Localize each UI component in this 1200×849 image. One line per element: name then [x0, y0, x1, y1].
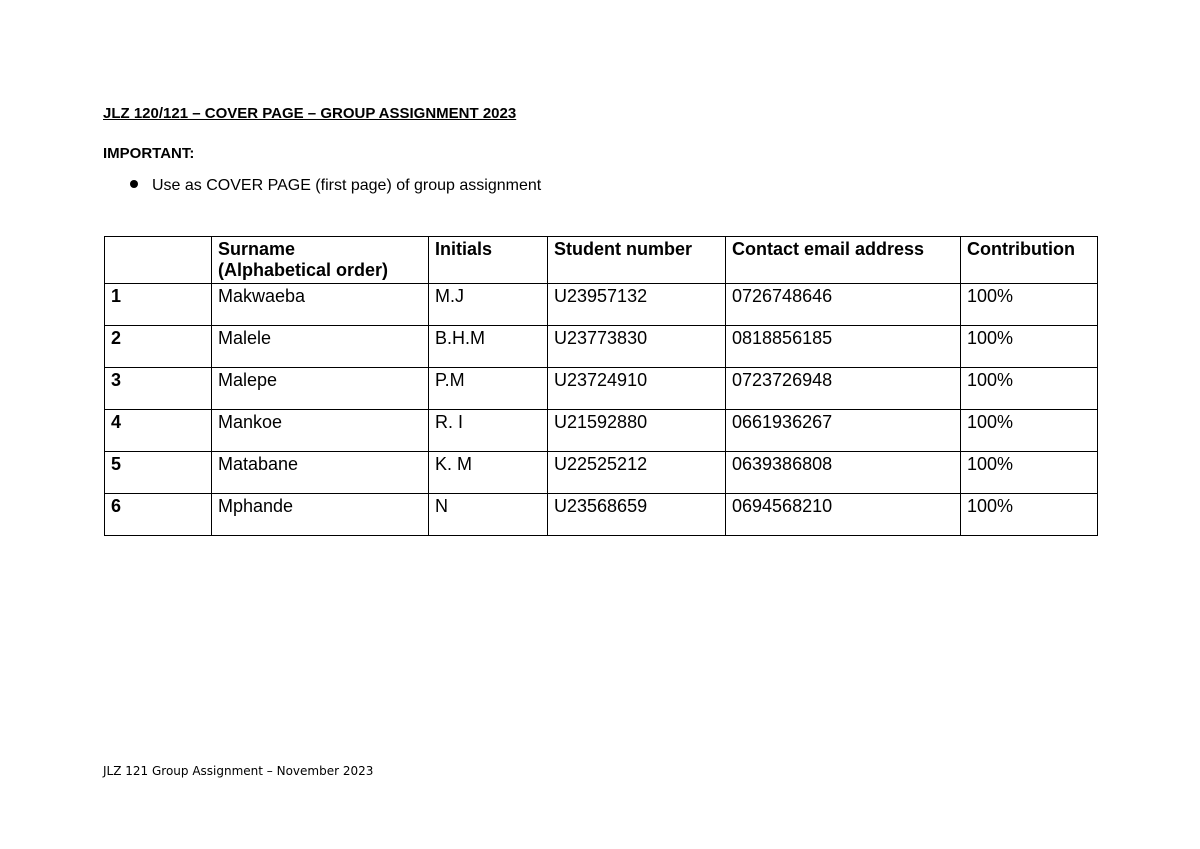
- table-row: [105, 284, 1098, 326]
- row-surname: Malepe: [212, 368, 429, 410]
- group-members-table: [104, 236, 1098, 536]
- row-number: 5: [105, 452, 212, 494]
- row-surname: Mankoe: [212, 410, 429, 452]
- header-surname-sublabel: (Alphabetical order): [218, 260, 389, 280]
- row-contribution: 100%: [961, 452, 1098, 494]
- header-student-number: Student number: [548, 237, 726, 284]
- row-surname: Malele: [212, 326, 429, 368]
- row-email: 0726748646: [726, 284, 961, 326]
- row-initials: R. I: [429, 410, 548, 452]
- row-contribution: 100%: [961, 494, 1098, 536]
- table-row: [105, 326, 1098, 368]
- row-number: 6: [105, 494, 212, 536]
- row-email: 0818856185: [726, 326, 961, 368]
- row-contribution: 100%: [961, 326, 1098, 368]
- row-email: 0723726948: [726, 368, 961, 410]
- row-initials: P.M: [429, 368, 548, 410]
- row-number: 3: [105, 368, 212, 410]
- row-surname: Mphande: [212, 494, 429, 536]
- row-initials: M.J: [429, 284, 548, 326]
- table-header-row: [105, 237, 1098, 284]
- row-initials: K. M: [429, 452, 548, 494]
- row-surname: Matabane: [212, 452, 429, 494]
- header-number: [105, 237, 212, 284]
- row-surname: Makwaeba: [212, 284, 429, 326]
- table-row: [105, 410, 1098, 452]
- row-email: 0661936267: [726, 410, 961, 452]
- row-student-number: U22525212: [548, 452, 726, 494]
- row-student-number: U23568659: [548, 494, 726, 536]
- important-label: IMPORTANT:: [103, 145, 195, 162]
- row-email: 0694568210: [726, 494, 961, 536]
- table-row: [105, 452, 1098, 494]
- bullet-item: [130, 177, 541, 195]
- row-contribution: 100%: [961, 284, 1098, 326]
- row-number: 2: [105, 326, 212, 368]
- row-student-number: U23773830: [548, 326, 726, 368]
- table-row: [105, 368, 1098, 410]
- page-footer: JLZ 121 Group Assignment – November 2023: [103, 764, 374, 778]
- row-student-number: U23957132: [548, 284, 726, 326]
- row-number: 4: [105, 410, 212, 452]
- header-initials: Initials: [429, 237, 548, 284]
- row-initials: N: [429, 494, 548, 536]
- row-initials: B.H.M: [429, 326, 548, 368]
- header-surname-label: Surname: [218, 239, 296, 259]
- bullet-text: Use as COVER PAGE (first page) of group assignment: [152, 177, 542, 194]
- row-student-number: U23724910: [548, 368, 726, 410]
- table-row: [105, 494, 1098, 536]
- row-number: 1: [105, 284, 212, 326]
- row-student-number: U21592880: [548, 410, 726, 452]
- row-email: 0639386808: [726, 452, 961, 494]
- row-contribution: 100%: [961, 410, 1098, 452]
- row-contribution: 100%: [961, 368, 1098, 410]
- header-email: Contact email address: [726, 237, 961, 284]
- page-title: JLZ 120/121 – COVER PAGE – GROUP ASSIGNMENT 2023: [103, 105, 517, 122]
- header-contribution: Contribution: [961, 237, 1098, 284]
- bullet-icon: [130, 180, 138, 188]
- header-surname: [212, 237, 429, 284]
